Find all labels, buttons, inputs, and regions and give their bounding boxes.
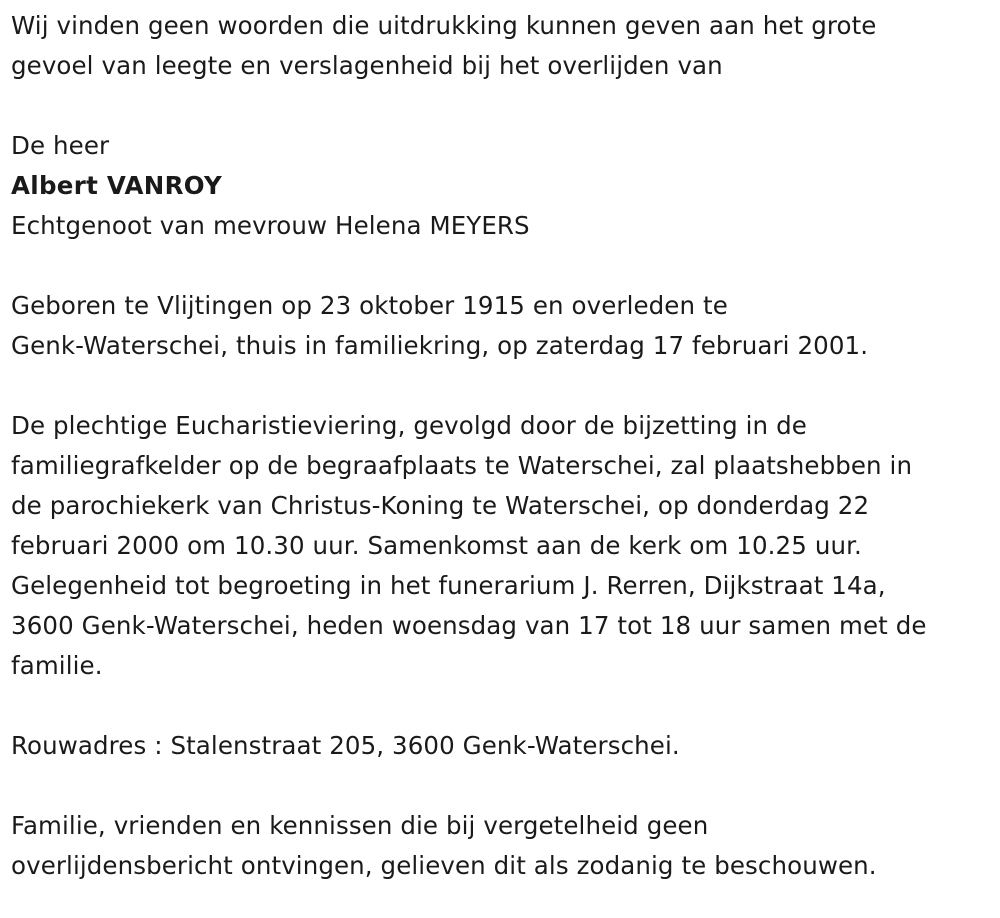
ceremony-line: 3600 Genk-Waterschei, heden woensdag van 17 tot 18 uur samen met de: [11, 611, 927, 640]
deceased-name: Albert VANROY: [11, 171, 223, 200]
ceremony-line: familie.: [11, 651, 103, 680]
intro-line: Wij vinden geen woorden die uitdrukking kunnen geven aan het grote: [11, 11, 877, 40]
closing-line: overlijdensbericht ontvingen, gelieven dit als zodanig te beschouwen.: [11, 851, 877, 880]
spacer: [11, 86, 996, 126]
spacer: [11, 366, 996, 406]
birth-death-line: Genk-Waterschei, thuis in familiekring, op zaterdag 17 februari 2001.: [11, 331, 869, 360]
closing-paragraph: [11, 806, 996, 886]
intro-line: gevoel van leegte en verslagenheid bij het overlijden van: [11, 51, 723, 80]
closing-line: Familie, vrienden en kennissen die bij vergetelheid geen: [11, 811, 709, 840]
birth-death-line: Geboren te Vlijtingen op 23 oktober 1915 en overleden te: [11, 291, 728, 320]
ceremony-line: De plechtige Eucharistieviering, gevolgd door de bijzetting in de: [11, 411, 807, 440]
ceremony-line: Gelegenheid tot begroeting in het funerarium J. Rerren, Dijkstraat 14a,: [11, 571, 886, 600]
ceremony-line: februari 2000 om 10.30 uur. Samenkomst aan de kerk om 10.25 uur.: [11, 531, 862, 560]
ceremony-line: familiegrafkelder op de begraafplaats te Waterschei, zal plaatshebben in: [11, 451, 913, 480]
ceremony-paragraph: [11, 406, 996, 686]
salutation: De heer: [11, 131, 110, 160]
mourning-address: Rouwadres : Stalenstraat 205, 3600 Genk-Waterschei.: [11, 731, 680, 760]
spacer: [11, 686, 996, 726]
obituary-notice: [11, 6, 996, 886]
intro-paragraph: [11, 6, 996, 86]
ceremony-line: de parochiekerk van Christus-Koning te Waterschei, op donderdag 22: [11, 491, 870, 520]
spouse-line: Echtgenoot van mevrouw Helena MEYERS: [11, 211, 530, 240]
spacer: [11, 246, 996, 286]
birth-death-paragraph: [11, 286, 996, 366]
spacer: [11, 766, 996, 806]
